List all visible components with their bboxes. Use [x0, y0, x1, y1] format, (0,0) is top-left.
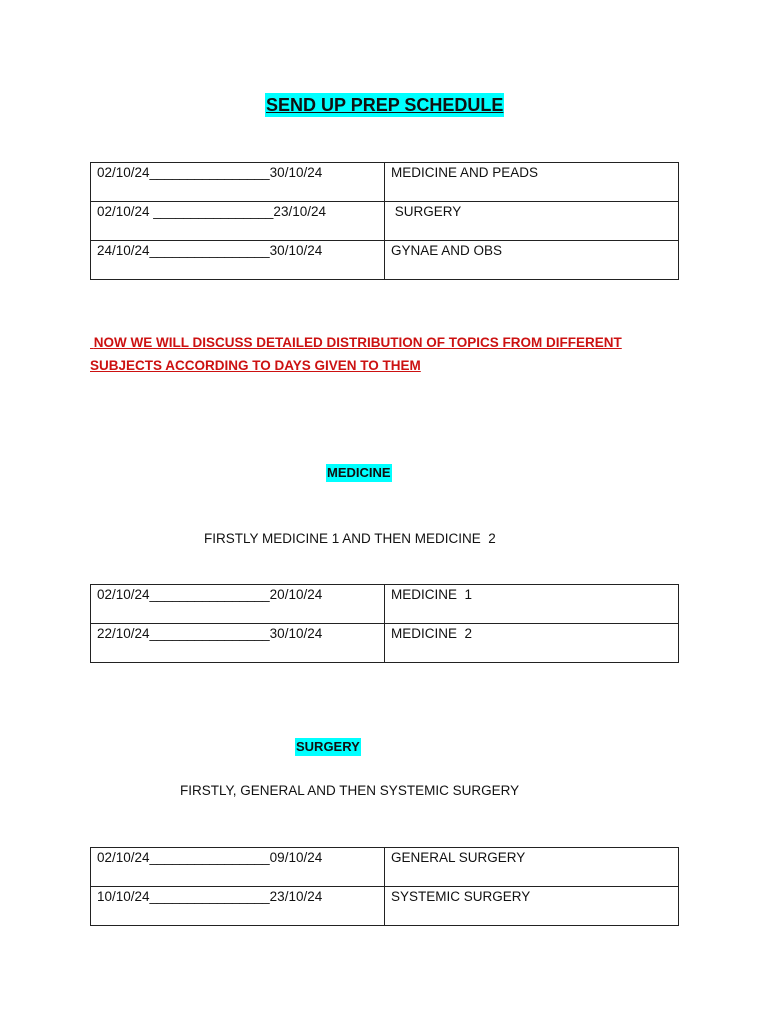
date-range-cell: 02/10/24________________09/10/24 — [91, 848, 385, 887]
distribution-notice — [90, 331, 690, 377]
surgery-note: FIRSTLY, GENERAL AND THEN SYSTEMIC SURGERY — [180, 783, 520, 798]
table-row — [91, 585, 679, 624]
date-range-cell: 22/10/24________________30/10/24 — [91, 624, 385, 663]
table-row — [91, 848, 679, 887]
medicine-note: FIRSTLY MEDICINE 1 AND THEN MEDICINE 2 — [204, 531, 496, 546]
date-range-cell: 02/10/24________________30/10/24 — [91, 163, 385, 202]
notice-line-2: SUBJECTS ACCORDING TO DAYS GIVEN TO THEM — [90, 358, 421, 373]
table-row — [91, 624, 679, 663]
overview-schedule-table — [90, 162, 679, 280]
medicine-schedule-table — [90, 584, 679, 663]
subject-cell: GENERAL SURGERY — [385, 848, 679, 887]
surgery-schedule-table — [90, 847, 679, 926]
surgery-heading: SURGERY — [296, 739, 360, 754]
date-range-cell: 02/10/24 ________________23/10/24 — [91, 202, 385, 241]
subject-cell: MEDICINE 2 — [385, 624, 679, 663]
date-range-cell: 10/10/24________________23/10/24 — [91, 887, 385, 926]
page-title: SEND UP PREP SCHEDULE — [266, 95, 504, 115]
subject-cell: MEDICINE 1 — [385, 585, 679, 624]
subject-cell: MEDICINE AND PEADS — [385, 163, 679, 202]
subject-cell: SYSTEMIC SURGERY — [385, 887, 679, 926]
notice-line-1: NOW WE WILL DISCUSS DETAILED DISTRIBUTION OF TOPICS FROM DIFFERENT — [90, 335, 622, 350]
table-row — [91, 241, 679, 280]
subject-cell: SURGERY — [385, 202, 679, 241]
table-row — [91, 887, 679, 926]
subject-cell: GYNAE AND OBS — [385, 241, 679, 280]
table-row — [91, 202, 679, 241]
date-range-cell: 02/10/24________________20/10/24 — [91, 585, 385, 624]
date-range-cell: 24/10/24________________30/10/24 — [91, 241, 385, 280]
table-row — [91, 163, 679, 202]
medicine-heading: MEDICINE — [327, 465, 391, 480]
